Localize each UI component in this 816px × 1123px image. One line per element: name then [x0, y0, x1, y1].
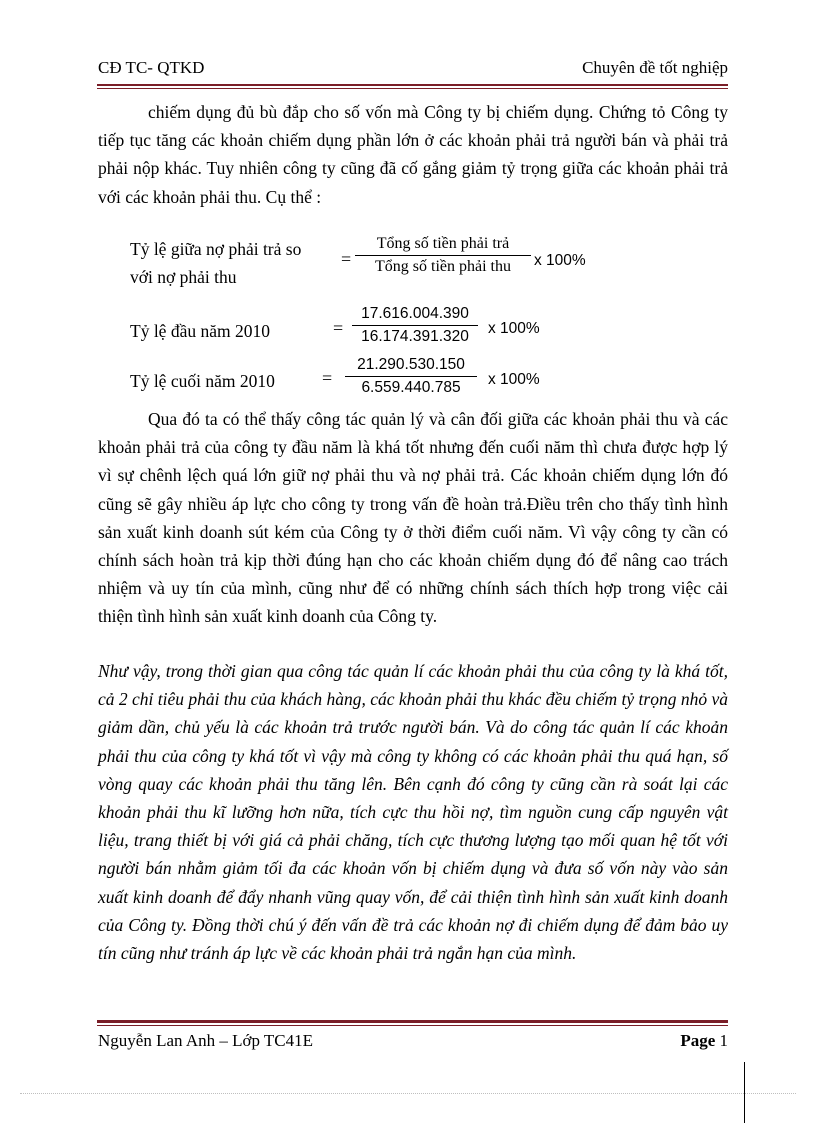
formula-end-multiplier: x 100% — [488, 371, 540, 388]
formula-end-fraction — [345, 356, 477, 397]
formula-start-equals: = — [333, 318, 344, 338]
formula-general-label-2: với nợ phải thu — [130, 267, 237, 287]
formula-start-multiplier: x 100% — [488, 320, 540, 337]
formula-start-numerator: 17.616.004.390 — [352, 305, 478, 326]
formula-start-fraction — [352, 305, 478, 346]
formula-general-numerator: Tổng số tiền phải trả — [355, 235, 531, 256]
footer-author: Nguyễn Lan Anh – Lớp TC41E — [98, 1031, 314, 1050]
formula-start-denominator: 16.174.391.320 — [361, 328, 469, 345]
formula-general-equals: = — [341, 249, 352, 269]
formula-general-multiplier: x 100% — [534, 252, 586, 269]
footer-page-label: Page — [680, 1031, 716, 1050]
footer-rule — [97, 1020, 728, 1023]
header-rule-thin — [97, 88, 728, 89]
formula-start-label: Tỷ lệ đầu năm 2010 — [130, 321, 270, 341]
formula-end-equals: = — [322, 368, 333, 388]
paragraph-3-italic: Như vậy, trong thời gian qua công tác quản lí các khoản phải thu của công ty là khá tốt, cả 2 chỉ tiêu phải thu của khách hàng, các khoản phải thu khác đều chiếm tỷ trọng nhỏ và giảm dần, chủ yếu là các khoản trả trước người bán. Và do công tác quản lí các khoản phải thu của công ty khá tốt vì vậy mà công ty không có các khoản phải thu quá hạn, số vòng quay các khoản phải thu tăng lên. Bên cạnh đó công ty cũng cần rà soát lại các khoản phải thu kĩ lưỡng hơn nữa, tích cực thu hồi nợ, tìm nguồn cung cấp nguyên vật liệu, trang thiết bị với giá cả phải chăng, tích cực thương lượng tạo mối quan hệ tốt với người bán nhằm giảm tối đa các khoản vốn bị chiếm dụng và đưa số vốn này vào sản xuất kinh doanh để đẩy nhanh vũng quay vốn, để cải thiện tình hình sản xuất kinh doanh của Công ty. Đồng thời chú ý đến vấn đề trả các khoản nợ đi chiếm dụng để đảm bảo uy tín cũng như tránh áp lực về các khoản phải trả ngắn hạn của mình. — [98, 661, 728, 964]
paragraph-1: chiếm dụng đủ bù đắp cho số vốn mà Công ty bị chiếm dụng. Chứng tỏ Công ty tiếp tục tăng các khoản chiếm dụng phần lớn ở các khoản phải trả người bán và phải trả phải nộp khác. Tuy nhiên công ty cũng đã cố gắng giảm tỷ trọng giữa các khoản phải trả với các khoản phải thu. Cụ thể : — [98, 102, 728, 207]
footer-page — [680, 1031, 728, 1051]
header-right: Chuyên đề tốt nghiệp — [582, 58, 728, 77]
formula-end-denominator: 6.559.440.785 — [361, 379, 461, 396]
formula-general-denominator: Tổng số tiền phải thu — [375, 258, 511, 275]
paragraph-2: Qua đó ta có thể thấy công tác quản lý và cân đối giữa các khoản phải thu và các khoản phải trả của công ty đầu năm là khá tốt nhưng đến cuối năm thì chưa được hợp lý vì sự chênh lệch quá lớn giữ nợ phải thu và nợ phải trả. Các khoản chiếm dụng lớn đó cũng sẽ gây nhiều áp lực cho công ty trong vấn đề hoàn trả.Điều trên cho thấy tình hình sản xuất kinh doanh sút kém của Công ty ở thời điểm cuối năm. Vì vậy công ty cần có chính sách hoàn trả kịp thời đúng hạn cho các khoản chiếm dụng đó để nâng cao trách nhiệm và uy tín của mình, cũng như để có những chính sách thích hợp trong việc cải thiện tình hình sản xuất kinh doanh của Công ty. — [98, 409, 728, 627]
formula-end-label: Tỷ lệ cuối năm 2010 — [130, 371, 275, 391]
page-break-dotted-line — [20, 1093, 796, 1094]
footer-rule-thin — [97, 1025, 728, 1026]
formula-general-fraction — [355, 235, 531, 276]
header-rule — [97, 84, 728, 86]
header-left: CĐ TC- QTKD — [98, 58, 205, 77]
formula-end-numerator: 21.290.530.150 — [345, 356, 477, 377]
formula-general-label-1: Tỷ lệ giữa nợ phải trả so — [130, 239, 302, 259]
footer-page-number: 1 — [719, 1031, 728, 1050]
